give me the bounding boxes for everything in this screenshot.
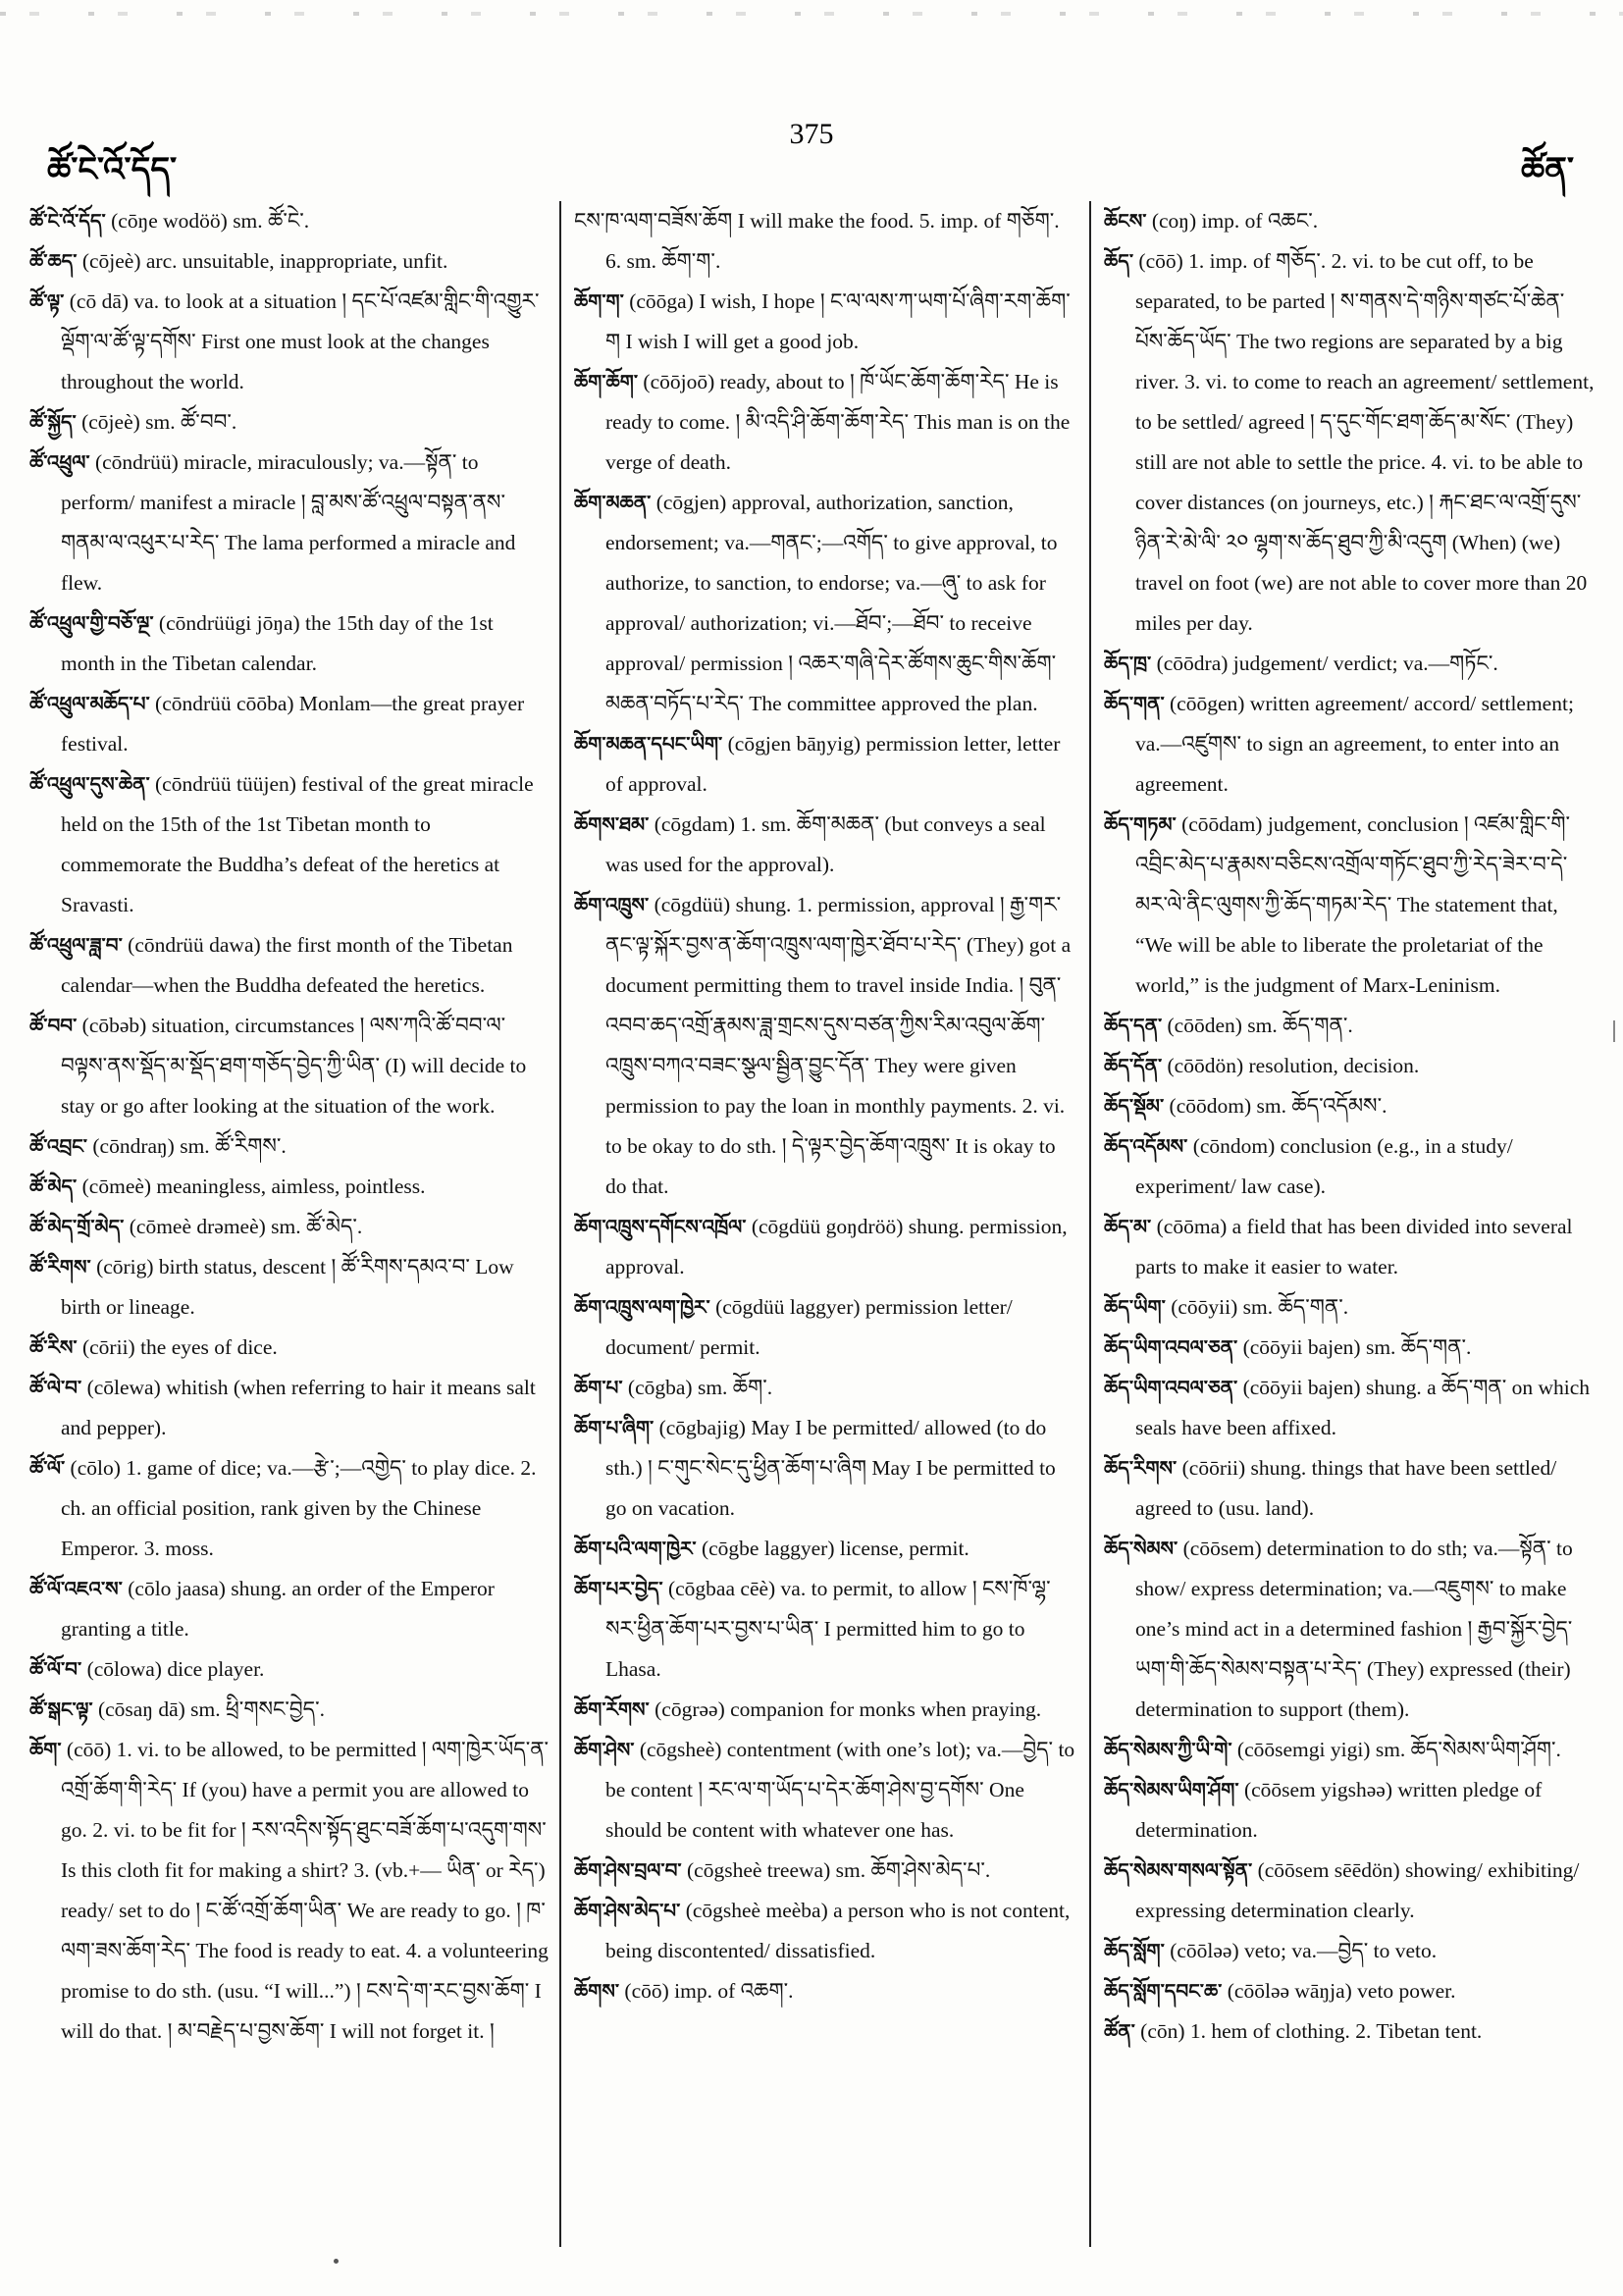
- entry-headword: ཚོ་སྒང་ལྟ་: [29, 1697, 93, 1721]
- entry-definition: (cōndrüü tüüjen) festival of the great miracle held on the 15th of the 1st Tibetan month to commemorate the Buddha’s defeat of the heretics at Sravasti.: [61, 772, 534, 916]
- dictionary-entry: [574, 1730, 1079, 1851]
- entry-definition: (cōgbaa cēè) va. to permit, to allow ། ངས་ཁོ་ལྷ་སར་ཕྱིན་ཆོག་པར་བྱས་པ་ཡིན་ I permitted him to go to Lhasa.: [605, 1577, 1051, 1681]
- entry-definition: (cōōdra) judgement/ verdict; va.—གཏོང་.: [1151, 652, 1498, 675]
- entry-headword: ཚོ་རིས་: [29, 1335, 78, 1359]
- entry-definition: (coŋ) imp. of འཆང་.: [1146, 209, 1319, 233]
- entry-headword: ཆོག་ཤེས་མེད་པ་: [574, 1899, 681, 1922]
- entry-headword: ཆོག་ག་: [574, 289, 624, 313]
- dictionary-entry: [1104, 644, 1595, 684]
- entry-definition: (cōgjen bāŋyig) permission letter, letter of approval.: [605, 732, 1061, 796]
- entry-definition: (cōlo jaasa) shung. an order of the Emperor granting a title.: [61, 1577, 495, 1641]
- dictionary-entry: [1104, 1851, 1595, 1931]
- dictionary-entry: [29, 282, 550, 402]
- entry-definition: (cōgdam) 1. sm. ཆོག་མཆན་ (but conveys a seal was used for the approval).: [605, 812, 1046, 876]
- dictionary-entry: [574, 1529, 1079, 1569]
- dictionary-entry: [29, 402, 550, 443]
- entry-headword: ཚོ་འཕྲུལ་མཆོད་པ་: [29, 692, 150, 715]
- entry-definition: (cōōsem sēēdön) showing/ exhibiting/ expressing determination clearly.: [1135, 1858, 1580, 1922]
- entry-headword: ཆོད་གཏམ་: [1104, 812, 1177, 836]
- entry-headword: ཆོད་ཁྲ་: [1104, 652, 1152, 675]
- dictionary-columns: [29, 201, 1595, 2247]
- entry-definition: (cōlewa) whitish (when referring to hair it means salt and pepper).: [61, 1376, 536, 1439]
- dictionary-entry: [1104, 241, 1595, 644]
- entry-headword: ཆོག་པ་ཞིག་: [574, 1416, 654, 1439]
- entry-definition: (cōlo) 1. game of dice; va.—རྩེ་;—འགྱེད་ to play dice. 2. ch. an official position, rank given by the Chinese Emperor. 3. moss.: [61, 1456, 537, 1560]
- entry-definition: (cōrii) the eyes of dice.: [77, 1335, 278, 1359]
- entry-definition: (cōōləə) veto; va.—བྱེད་ to veto.: [1164, 1939, 1438, 1962]
- entry-headword: ཚོ་ལྟ་: [29, 289, 65, 313]
- dictionary-entry: [29, 925, 550, 1006]
- entry-headword: ཚོ་འཕྲུལ་དུས་ཆེན་: [29, 772, 150, 796]
- entry-definition: (cōndrüü) miracle, miraculously; va.—སྟོན་ to perform/ manifest a miracle ། བླ་མས་ཚོ་འཕྲུལ་བསྟན་ནས་གནམ་ལ་འཕུར་པ་རེད་ The lama performed a miracle and flew.: [61, 450, 516, 595]
- dictionary-entry: [1104, 1971, 1595, 2011]
- dictionary-entry: [29, 1569, 550, 1649]
- dictionary-entry: [29, 1126, 550, 1167]
- dictionary-entry: [574, 885, 1079, 1207]
- dictionary-entry: [29, 443, 550, 603]
- entry-headword: ཆོད་: [1104, 249, 1134, 273]
- entry-definition: (cōjeè) arc. unsuitable, inappropriate, unfit.: [77, 249, 448, 273]
- entry-definition: (cō dā) va. to look at a situation ། དང་པོ་འཛམ་གླིང་གི་འགྱུར་ལྡོག་ལ་ཚོ་ལྟ་དགོས་ First one must look at the changes throughout the world.: [61, 289, 540, 393]
- entry-headword: ཚོ་བབ་: [29, 1014, 78, 1037]
- dictionary-entry: [574, 1408, 1079, 1529]
- dictionary-entry: [574, 1891, 1079, 1971]
- scan-artifact: [0, 12, 1623, 16]
- entry-headword: ཚོ་རིགས་: [29, 1255, 91, 1278]
- entry-headword: ཆོད་སློག་དབང་ཆ་: [1104, 1979, 1223, 2003]
- dictionary-entry: [1104, 1368, 1595, 1448]
- dictionary-entry: [1104, 684, 1595, 805]
- entry-definition: (cōn) 1. hem of clothing. 2. Tibetan tent.: [1134, 2019, 1483, 2043]
- left-guide-word: ཚོ་ངེ་འོ་དོད་: [47, 150, 178, 189]
- entry-headword: ཆོག་པའི་ལག་ཁྱེར་: [574, 1537, 697, 1560]
- dictionary-entry: [1104, 1529, 1595, 1730]
- entry-definition: (cōmeè) meaningless, aimless, pointless.: [77, 1174, 426, 1198]
- entry-headword: ཆོད་སེམས་: [1104, 1537, 1178, 1560]
- dictionary-entry: [574, 1851, 1079, 1891]
- dictionary-entry: [574, 1368, 1079, 1408]
- dictionary-entry: [29, 1730, 550, 2052]
- entry-definition: (cōōsemgi yigi) sm. ཆོད་སེམས་ཡིག་ཤོག་.: [1231, 1738, 1561, 1761]
- entry-headword: ཆོག་ཤེས་བྲལ་བ་: [574, 1858, 682, 1882]
- entry-definition: (cōmeè drəmeè) sm. ཚོ་མེད་.: [124, 1215, 363, 1238]
- entry-definition: (cōgrəə) companion for monks when praying.: [649, 1697, 1042, 1721]
- entry-definition: (cōndrüü cōōba) Monlam—the great prayer festival.: [61, 692, 525, 756]
- entry-headword: ཚོ་ལོ་འཇའ་ས་: [29, 1577, 123, 1600]
- entry-headword: ཚོ་ཆད་: [29, 249, 78, 273]
- dictionary-entry: [1104, 805, 1595, 1006]
- entry-headword: ཚོ་འཕྲུལ་ཟླ་བ་: [29, 933, 123, 957]
- entry-definition: (cōōgen) written agreement/ accord/ settlement; va.—འཛུགས་ to sign an agreement, to enter into an agreement.: [1135, 692, 1574, 796]
- entry-definition: (cōgsheè treewa) sm. ཆོག་ཤེས་མེད་པ་.: [681, 1858, 991, 1882]
- dictionary-entry: [1104, 1207, 1595, 1287]
- column-2: [574, 201, 1079, 2247]
- dictionary-entry: [1104, 1931, 1595, 1971]
- entry-headword: ཆོད་འདོམས་: [1104, 1134, 1188, 1158]
- dictionary-entry: [1104, 1287, 1595, 1328]
- entry-definition: (cōgdüü laggyer) permission letter/ document/ permit.: [605, 1295, 1013, 1359]
- dictionary-entry: [29, 1328, 550, 1368]
- page-header: [0, 118, 1623, 189]
- entry-definition: (cōndrüü dawa) the first month of the Tibetan calendar—when the Buddha defeated the heretics.: [61, 933, 513, 997]
- entry-definition: (cōōma) a field that has been divided into several parts to make it easier to water.: [1135, 1215, 1573, 1278]
- entry-headword: ཚོ་འཕྲུལ་: [29, 450, 90, 474]
- entry-headword: ཆོད་ཡིག་འབལ་ཅན་: [1104, 1335, 1238, 1359]
- dictionary-entry: [574, 1569, 1079, 1690]
- dictionary-entry: [29, 764, 550, 925]
- column-divider-1: [559, 201, 561, 2247]
- entry-definition: ངས་ཁ་ལག་བཟོས་ཆོག I will make the food. 5. imp. of གཅོག་. 6. sm. ཆོག་ག་.: [574, 209, 1060, 273]
- dictionary-entry: [574, 201, 1079, 282]
- entry-headword: ཚོ་མེད་: [29, 1174, 78, 1198]
- entry-headword: ཆོག་པར་བྱེད་: [574, 1577, 663, 1600]
- dictionary-entry: [29, 1368, 550, 1448]
- entry-definition: (cōōrii) shung. things that have been settled/ agreed to (usu. land).: [1135, 1456, 1557, 1520]
- entry-headword: ཆོག་མཆན་དཔང་ཡིག་: [574, 732, 723, 756]
- dictionary-entry: [29, 1649, 550, 1690]
- entry-headword: ཆོག་འཁྲུས་དགོངས་འཁྲོལ་: [574, 1215, 747, 1238]
- dictionary-entry: [574, 805, 1079, 885]
- entry-headword: ཆོངས་: [1104, 209, 1147, 233]
- entry-headword: ཚོ་ངེ་འོ་དོད་: [29, 209, 106, 233]
- column-1: [29, 201, 550, 2247]
- dictionary-entry: [29, 1167, 550, 1207]
- entry-headword: ཆོད་སློག་: [1104, 1939, 1165, 1962]
- entry-headword: ཆོག་འཁྲུས་ལག་ཁྱེར་: [574, 1295, 710, 1319]
- entry-headword: ཚོ་འཕྲུལ་གྱི་བཅོ་ལྔ་: [29, 611, 154, 635]
- dictionary-entry: [29, 1247, 550, 1328]
- column-divider-2: [1089, 201, 1091, 2247]
- entry-headword: ཆོག་འཁྲུས་: [574, 893, 650, 916]
- dictionary-entry: [29, 1690, 550, 1730]
- entry-headword: ཆོག་རོགས་: [574, 1697, 650, 1721]
- dictionary-entry: [1104, 1448, 1595, 1529]
- entry-headword: ཆོག་: [29, 1738, 62, 1761]
- entry-definition: (cōgsheè) contentment (with one’s lot); va.—བྱེད་ to be content ། རང་ལ་ག་ཡོད་པ་དེར་ཆོག་ཤེས་བྱ་དགོས་ One should be content with whatever one has.: [605, 1738, 1075, 1842]
- entry-definition: (cōrig) birth status, descent ། ཚོ་རིགས་དམའ་བ་ Low birth or lineage.: [61, 1255, 514, 1319]
- entry-headword: ཚོ་ལེ་བ་: [29, 1376, 82, 1399]
- entry-headword: ཆོད་སེམས་ཡིག་ཤོག་: [1104, 1778, 1239, 1801]
- dictionary-entry: [29, 1448, 550, 1569]
- dictionary-entry: [574, 724, 1079, 805]
- dictionary-entry: [29, 603, 550, 684]
- entry-definition: (cōōden) sm. ཆོད་གན་.: [1162, 1014, 1353, 1037]
- dictionary-entry: [574, 282, 1079, 362]
- entry-definition: (cōgbe laggyer) license, permit.: [696, 1537, 969, 1560]
- entry-headword: ཆོད་དོན་: [1104, 1054, 1163, 1077]
- dictionary-entry: [29, 684, 550, 764]
- entry-headword: ཆོད་དན་: [1104, 1014, 1163, 1037]
- entry-headword: ཆོགས་: [574, 1979, 620, 2003]
- entry-definition: (cōōləə wāŋja) veto power.: [1222, 1979, 1456, 2003]
- entry-definition: (cōōyii bajen) shung. a ཆོད་གན་ on which seals have been affixed.: [1135, 1376, 1591, 1439]
- entry-definition: (cōō) 1. vi. to be allowed, to be permitted ། ལག་ཁྱེར་ཡོད་ན་འགྲོ་ཆོག་གི་རེད་ If (you) have a permit you are allowed to go. 2. vi. to be fit for ། རས་འདིས་སྟོད་ཐུང་བཟོ་ཆོག་པ་འདུག་གས་ Is this cloth fit for making a shirt? 3. (vb.+— ཡིན་ or རེད་) ready/ set to do ། ང་ཚོ་འགྲོ་ཆོག་ཡིན་ We are ready to go. ། ཁ་ལག་ཟས་ཆོག་རེད་ The food is ready to eat. 4. a volunteering promise to do sth. (usu. “I will...”) ། ངས་དེ་ག་རང་བྱས་ཆོག་ I will do that. ། མ་བརྗེད་པ་བྱས་ཆོག་ I will not forget it. །: [61, 1738, 550, 2043]
- entry-headword: ཚོ་འབྲང་: [29, 1134, 87, 1158]
- dictionary-entry: [29, 201, 550, 241]
- dictionary-entry: [1104, 2011, 1595, 2052]
- entry-definition: (cōgbajig) May I be permitted/ allowed (to do sth.) ། ང་གུང་སེང་དུ་ཕྱིན་ཆོག་པ་ཞིག May I be permitted to go on vacation.: [605, 1416, 1056, 1520]
- entry-definition: (cōō) 1. imp. of གཅོད་. 2. vi. to be cut off, to be separated, to be parted ། ས་གནས་དེ་གཉིས་གཙང་པོ་ཆེན་པོས་ཆོད་ཡོད་ The two regions are separated by a big river. 3. vi. to come to reach an agreement/ settlement, to be settled/ agreed ། ད་དུང་གོང་ཐག་ཆོད་མ་སོང་ (They) still are not able to settle the price. 4. vi. to be able to cover distances (on journeys, etc.) ། རྐང་ཐང་ལ་འགྲོ་དུས་ཉིན་རེ་མེ་ལི་ ༢༠ ལྷག་ས་ཆོད་ཐུབ་ཀྱི་མི་འདུག (When) (we) travel on foot (we) are not able to cover more than 20 miles per day.: [1133, 249, 1595, 635]
- entry-definition: (cōgsheè meèba) a person who is not content, being discontented/ dissatisfied.: [605, 1899, 1071, 1962]
- entry-definition: (cōndom) conclusion (e.g., in a study/ experiment/ law case).: [1135, 1134, 1513, 1198]
- column-3: [1104, 201, 1595, 2247]
- entry-definition: (cōōsem yigshəə) written pledge of determination.: [1135, 1778, 1543, 1842]
- entry-headword: ཆོག་ཤེས་: [574, 1738, 635, 1761]
- dictionary-entry: [1104, 1086, 1595, 1126]
- dictionary-entry: [1104, 1006, 1595, 1046]
- dictionary-entry: [1104, 201, 1595, 241]
- entry-definition: (cōgdüü goŋdröö) shung. permission, approval.: [605, 1215, 1068, 1278]
- dictionary-entry: [29, 1207, 550, 1247]
- dictionary-entry: [29, 241, 550, 282]
- entry-definition: (cōōdom) sm. ཆོད་འདོམས་.: [1164, 1094, 1387, 1118]
- entry-headword: ཚོ་ལོ་: [29, 1456, 66, 1480]
- entry-definition: (cōŋe wodöö) sm. ཚོ་ངེ་.: [105, 209, 310, 233]
- entry-headword: ཆོད་སྡོམ་: [1104, 1094, 1165, 1118]
- entry-headword: ཆོད་སེམས་ཀྱི་ཡི་གེ་: [1104, 1738, 1232, 1761]
- entry-definition: (cōbəb) situation, circumstances ། ལས་ཀའི་ཚོ་བབ་ལ་བལྟས་ནས་སྡོད་མ་སྡོད་ཐག་གཅོད་བྱེད་ཀྱི་ཡིན་ (I) will decide to stay or go after looking at the situation of the work.: [61, 1014, 527, 1118]
- dictionary-entry: [574, 483, 1079, 724]
- entry-headword: ཆོག་པ་: [574, 1376, 623, 1399]
- entry-definition: (cōgba) sm. ཆོག་.: [622, 1376, 773, 1399]
- dictionary-entry: [1104, 1730, 1595, 1770]
- entry-headword: ཆོད་རིགས་: [1104, 1456, 1178, 1480]
- margin-mark: [1613, 1020, 1615, 1042]
- entry-definition: (cōōsem) determination to do sth; va.—སྟོན་ to show/ express determination; va.—འཇུགས་ to make one’s mind act in a determined fashion ། རྒྱབ་སྐྱོར་བྱེད་ཡག་གི་ཆོད་སེམས་བསྟན་པ་རེད་ (They) expressed (their) determination to support (them).: [1135, 1537, 1573, 1721]
- dictionary-entry: [1104, 1328, 1595, 1368]
- scan-dot: [334, 2259, 339, 2264]
- entry-definition: (cōōdön) resolution, decision.: [1162, 1054, 1420, 1077]
- dictionary-entry: [1104, 1770, 1595, 1851]
- entry-headword: ཆོག་མཆན་: [574, 491, 652, 514]
- entry-definition: (cōōjoō) ready, about to ། ཁོ་ཡོང་ཆོག་ཆོག་རེད་ He is ready to come. ། མི་འདི་ཤི་ཆོག་ཆོག་རེད་ This man is on the verge of death.: [605, 370, 1071, 474]
- entry-definition: (cōō) imp. of འཆག་.: [619, 1979, 794, 2003]
- entry-headword: ཆོད་མ་: [1104, 1215, 1152, 1238]
- entry-definition: (cōndraŋ) sm. ཚོ་རིགས་.: [87, 1134, 287, 1158]
- entry-headword: ཆོད་གན་: [1104, 692, 1165, 715]
- dictionary-entry: [574, 1207, 1079, 1287]
- entry-definition: (cōndrüügi jōŋa) the 15th day of the 1st month in the Tibetan calendar.: [61, 611, 494, 675]
- dictionary-entry: [574, 1971, 1079, 2011]
- entry-headword: ཆོད་ཡིག་འབལ་ཅན་: [1104, 1376, 1238, 1399]
- entry-headword: ཆོད་སེམས་གསལ་སྟོན་: [1104, 1858, 1253, 1882]
- entry-definition: (cōōdam) judgement, conclusion ། འཛམ་གླིང་གི་འབྲིང་མེད་པ་རྣམས་བཅིངས་འགྲོལ་གཏོང་ཐུབ་ཀྱི་རེད་ཟེར་བ་དེ་མར་ལེ་ནིང་ལུགས་ཀྱི་ཆོད་གཏམ་རེད་ The statement that, “We will be able to liberate the proletariat of the world,” is the judgment of Marx-Leninism.: [1135, 812, 1570, 997]
- dictionary-entry: [29, 1006, 550, 1126]
- entry-definition: (cōgdüü) shung. 1. permission, approval ། རྒྱ་གར་ནང་ལྟ་སྐོར་བྱས་ན་ཆོག་འཁྲུས་ལག་ཁྱེར་ཐོབ་པ་རེད་ (They) got a document permitting them to travel inside India. ། བུན་འབབ་ཆད་འགྲོ་རྣམས་ཟླ་གྲངས་དུས་བཙན་ཀྱིས་རིམ་འབུལ་ཆོག་འཁྲུས་བཀའ་བཟང་སྩལ་སྦྱིན་བྱུང་དོན་ They were given permission to pay the loan in monthly payments. 2. vi. to be okay to do sth. ། དེ་ལྟར་བྱེད་ཆོག་འཁྲུས་ It is okay to do that.: [605, 893, 1072, 1198]
- entry-headword: ཚོ་སྐྱོད་: [29, 410, 77, 434]
- entry-headword: ཆོད་ཡིག་: [1104, 1295, 1166, 1319]
- dictionary-entry: [574, 362, 1079, 483]
- dictionary-entry: [1104, 1046, 1595, 1086]
- entry-headword: ཚོ་མེད་གྲོ་མེད་: [29, 1215, 125, 1238]
- dictionary-entry: [574, 1287, 1079, 1368]
- entry-definition: (cōlowa) dice player.: [81, 1657, 265, 1681]
- entry-headword: ཚོན་: [1104, 2019, 1135, 2043]
- entry-definition: (cōsaŋ dā) sm. ཕྲི་གསང་བྱེད་.: [92, 1697, 326, 1721]
- right-guide-word: ཚོན་: [1520, 150, 1574, 189]
- entry-definition: (cōōyii) sm. ཆོད་གན་.: [1165, 1295, 1349, 1319]
- entry-definition: (cōōyii bajen) sm. ཆོད་གན་.: [1237, 1335, 1472, 1359]
- entry-definition: (cōjeè) sm. ཚོ་བབ་.: [76, 410, 237, 434]
- page-number: 375: [789, 118, 834, 150]
- dictionary-entry: [1104, 1126, 1595, 1207]
- dictionary-entry: [574, 1690, 1079, 1730]
- entry-headword: ཆོགས་ཐམ་: [574, 812, 650, 836]
- entry-headword: ཚོ་ལོ་བ་: [29, 1657, 82, 1681]
- entry-headword: ཆོག་ཆོག་: [574, 370, 639, 393]
- entry-definition: (cōgjen) approval, authorization, sanction, endorsement; va.—གནང་;—འགོད་ to give approval, to authorize, to sanction, to endorse; va.—ཞུ་ to ask for approval/ authorization; vi.—ཐོབ་;—ཐོབ་ to receive approval/ permission ། འཆར་གཞི་དེར་ཚོགས་ཆུང་གིས་ཆོག་མཆན་བཏོད་པ་རེད་ The committee approved the plan.: [605, 491, 1058, 715]
- entry-definition: (cōōga) I wish, I hope ། ང་ལ་ལས་ཀ་ཡག་པོ་ཞིག་རག་ཆོག་ག I wish I will get a good job.: [605, 289, 1071, 353]
